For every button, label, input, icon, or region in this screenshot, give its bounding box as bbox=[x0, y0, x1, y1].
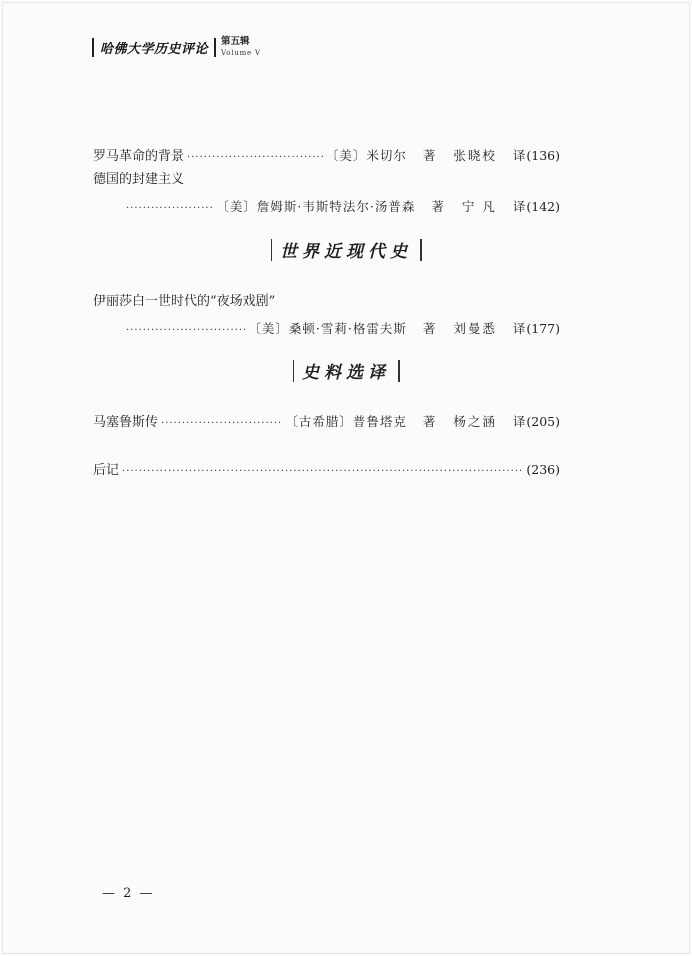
dot-leader bbox=[187, 152, 323, 163]
entry-title[interactable]: 罗马革命的背景 bbox=[93, 149, 185, 164]
entry-author: 〔美〕詹姆斯·韦斯特法尔·汤普森 bbox=[216, 199, 416, 214]
section-heading-modern-history bbox=[0, 237, 692, 262]
entry-yi: 译 bbox=[512, 199, 526, 214]
entry-byline bbox=[216, 197, 560, 215]
entry-author: 〔美〕桑顿·雪莉·格雷夫斯 bbox=[248, 321, 407, 336]
entry-byline bbox=[326, 146, 560, 164]
entry-zhu: 著 bbox=[422, 321, 436, 336]
entry-title[interactable]: 伊丽莎白一世时代的“夜场戏剧” bbox=[93, 294, 276, 309]
volume-label bbox=[221, 37, 261, 57]
dot-leader bbox=[161, 418, 282, 429]
dot-leader bbox=[122, 466, 522, 477]
toc-entry[interactable] bbox=[93, 145, 560, 165]
section-title: 世界近现代史 bbox=[280, 242, 412, 262]
entry-zhu: 著 bbox=[422, 414, 436, 429]
dot-leader bbox=[126, 325, 245, 336]
section-rule-right bbox=[420, 239, 422, 261]
entry-yi: 译 bbox=[512, 321, 526, 336]
entry-author: 〔美〕米切尔 bbox=[325, 148, 407, 163]
series-title: 哈佛大学历史评论 bbox=[100, 41, 209, 57]
entry-page: (205) bbox=[526, 414, 560, 429]
entry-translator: 张晓校 bbox=[453, 148, 497, 163]
entry-page: (142) bbox=[526, 199, 560, 214]
toc-entry-afterword[interactable] bbox=[93, 459, 560, 479]
toc-entry[interactable] bbox=[93, 290, 560, 339]
page-number: — 2 — bbox=[102, 886, 155, 901]
entry-page: (136) bbox=[526, 148, 560, 163]
section-rule-left bbox=[271, 239, 273, 261]
toc-entry[interactable] bbox=[93, 411, 560, 431]
running-header bbox=[92, 36, 261, 58]
volume-cn: 第五辑 bbox=[221, 36, 250, 48]
entry-author: 〔古希腊〕普鲁塔克 bbox=[285, 414, 407, 429]
section-title: 史料选译 bbox=[302, 363, 390, 383]
section-heading-sources bbox=[0, 358, 692, 383]
entry-title[interactable]: 后记 bbox=[93, 463, 120, 478]
entry-translator: 刘曼悉 bbox=[453, 321, 497, 336]
entry-byline bbox=[525, 462, 560, 477]
entry-yi: 译 bbox=[512, 148, 526, 163]
entry-title[interactable]: 马塞鲁斯传 bbox=[93, 415, 159, 430]
entry-page: (236) bbox=[526, 462, 560, 477]
volume-en: Volume V bbox=[221, 48, 261, 57]
entry-translator: 宁 凡 bbox=[461, 199, 497, 214]
header-rule-left bbox=[92, 38, 94, 57]
dot-leader bbox=[126, 203, 213, 214]
entry-page: (177) bbox=[526, 321, 560, 336]
entry-yi: 译 bbox=[512, 414, 526, 429]
section-rule-left bbox=[293, 360, 295, 382]
entry-zhu: 著 bbox=[431, 199, 444, 214]
entry-byline bbox=[248, 319, 560, 337]
header-rule-right bbox=[214, 38, 216, 57]
toc-entry[interactable] bbox=[93, 168, 560, 217]
entry-translator: 杨之涵 bbox=[453, 414, 497, 429]
section-rule-right bbox=[398, 360, 400, 382]
entry-byline bbox=[285, 412, 560, 430]
entry-zhu: 著 bbox=[422, 148, 436, 163]
entry-title[interactable]: 德国的封建主义 bbox=[93, 172, 185, 187]
